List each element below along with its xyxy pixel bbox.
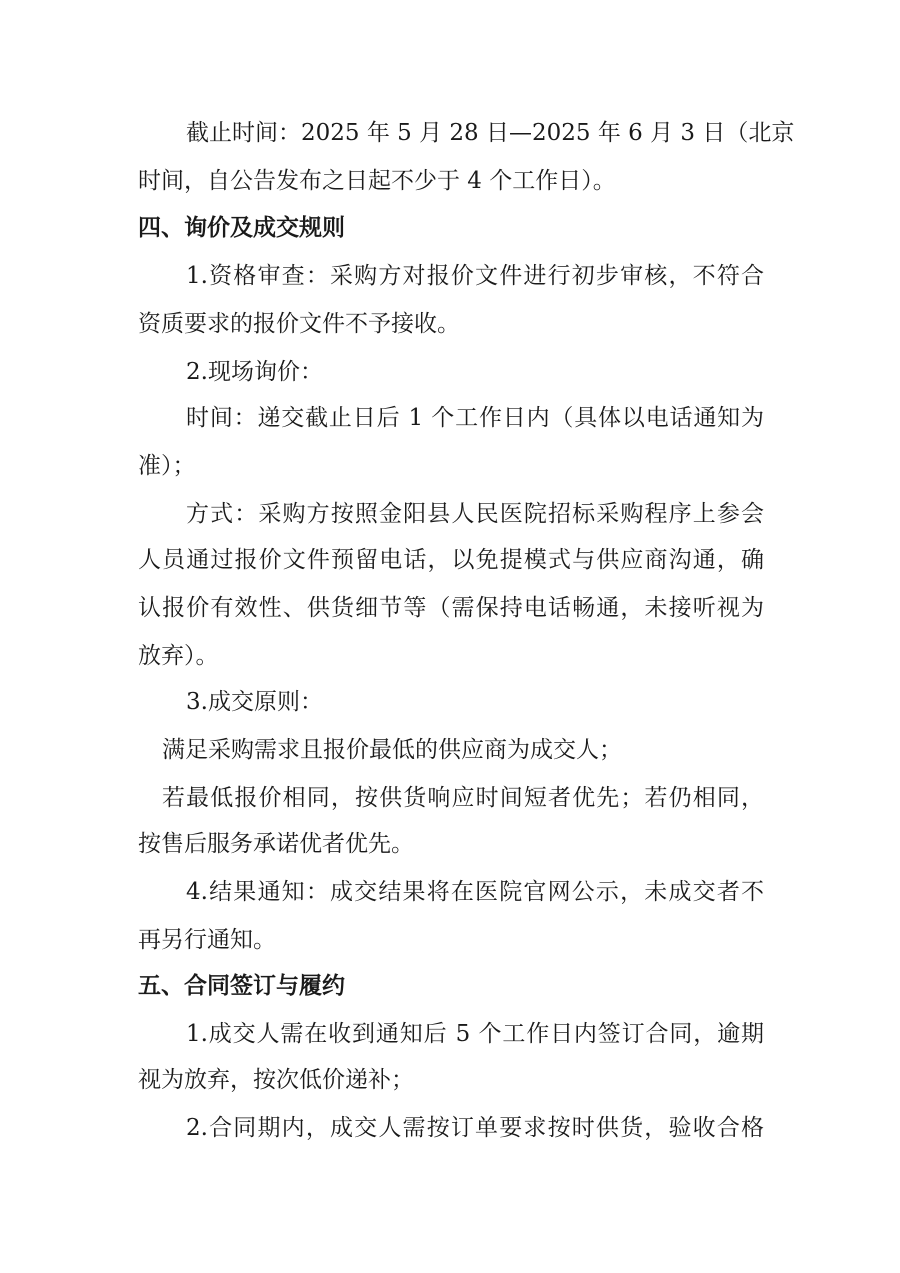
section-heading-5: 五、合同签订与履约 bbox=[138, 973, 345, 999]
rule-2-method-line-3: 认报价有效性、供货细节等（需保持电话畅通，未接听视为 bbox=[138, 595, 764, 621]
rule-1-line-2: 资质要求的报价文件不予接收。 bbox=[138, 311, 460, 337]
contract-2-line-1: 2.合同期内，成交人需按订单要求按时供货，验收合格 bbox=[186, 1115, 764, 1141]
rule-4-line-2: 再另行通知。 bbox=[138, 927, 276, 953]
contract-1-line-2: 视为放弃，按次低价递补； bbox=[138, 1067, 414, 1093]
deadline-line-1: 截止时间：2025 年 5 月 28 日—2025 年 6 月 3 日（北京 bbox=[186, 120, 795, 146]
contract-1-line-1: 1.成交人需在收到通知后 5 个工作日内签订合同，逾期 bbox=[186, 1021, 764, 1047]
rule-2-time-line-2: 准）； bbox=[138, 453, 196, 479]
rule-2-method-line-2: 人员通过报价文件预留电话，以免提模式与供应商沟通，确 bbox=[138, 547, 764, 573]
rule-1-line-1: 1.资格审查：采购方对报价文件进行初步审核，不符合 bbox=[186, 263, 764, 289]
rule-4-line-1: 4.结果通知：成交结果将在医院官网公示，未成交者不 bbox=[186, 879, 764, 905]
rule-3-item-2-line-1: 若最低报价相同，按供货响应时间短者优先；若仍相同， bbox=[162, 785, 764, 811]
section-heading-4: 四、询价及成交规则 bbox=[138, 215, 345, 241]
rule-2-title: 2.现场询价： bbox=[186, 359, 323, 385]
rule-2-method-line-1: 方式：采购方按照金阳县人民医院招标采购程序上参会 bbox=[186, 501, 764, 527]
rule-2-method-line-4: 放弃）。 bbox=[138, 643, 219, 669]
rule-3-title: 3.成交原则： bbox=[186, 689, 323, 715]
deadline-line-2: 时间，自公告发布之日起不少于 4 个工作日）。 bbox=[138, 168, 616, 194]
rule-3-item-2-line-2: 按售后服务承诺优者优先。 bbox=[138, 831, 414, 857]
rule-2-time-line-1: 时间：递交截止日后 1 个工作日内（具体以电话通知为 bbox=[186, 405, 764, 431]
rule-3-item-1: 满足采购需求且报价最低的供应商为成交人； bbox=[162, 737, 622, 763]
